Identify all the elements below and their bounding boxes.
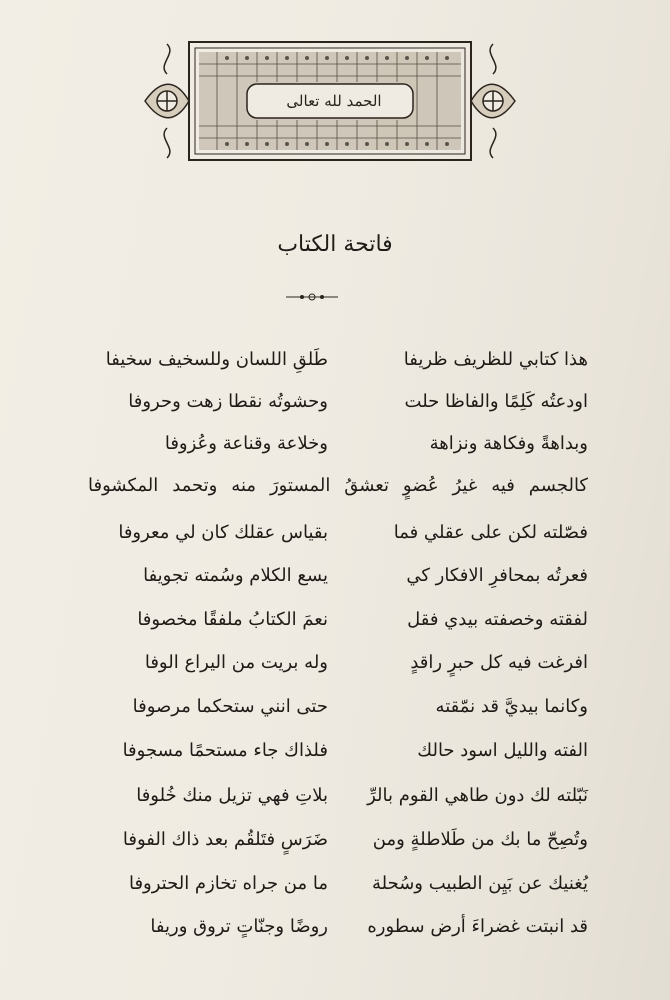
verse-line	[88, 823, 588, 857]
verse-first-hemistich: لفقته وخصفته بيدي فقل	[407, 609, 588, 630]
verse-second-hemistich: يسع الكلام وسُمته تجويفا	[143, 565, 328, 586]
verse-first-hemistich: كالجسم فيه غيرُ عُضوٍ تعشقُ المستورَ منه وتحمد المكشوفا	[88, 475, 588, 496]
headpiece-inscription: الحمد لله تعالى	[286, 92, 382, 110]
verse-line	[88, 559, 588, 593]
verse-line	[88, 867, 588, 901]
verse-line	[88, 603, 588, 637]
verse-line	[88, 516, 588, 550]
verse-line	[88, 690, 588, 724]
verse-line	[88, 343, 588, 377]
verse-first-hemistich: وبداهةً وفكاهة ونزاهة	[429, 433, 588, 454]
verse-first-hemistich: فصّلته لكن على عقلي فما	[393, 522, 588, 543]
verse-line	[88, 910, 588, 944]
verse-second-hemistich: نعمَ الكتابُ ملفقًا مخصوفا	[137, 609, 328, 630]
verse-second-hemistich: بلاتِ فهي تزيل منك خُلوفا	[136, 785, 328, 806]
verse-second-hemistich: طَلقِ اللسان وللسخيف سخيفا	[105, 349, 328, 370]
verse-first-hemistich: الفته والليل اسود حالك	[417, 740, 588, 761]
verse-second-hemistich: ضَرَسٍ فتَلقُم بعد ذاك الفوفا	[122, 829, 328, 850]
verse-first-hemistich: هذا كتابي للظريف ظريفا	[403, 349, 588, 370]
verse-second-hemistich: روضًا وجنّاتٍ تروق وريفا	[150, 916, 328, 937]
verse-first-hemistich: نَبّلته لك دون طاهي القوم بالرِّ	[367, 785, 588, 806]
verse-first-hemistich: افرغت فيه كل حبرٍ راقدٍ	[410, 652, 588, 673]
verse-second-hemistich: حتى انني ستحكما مرصوفا	[132, 696, 328, 717]
chapter-title: فاتحة الكتاب	[277, 232, 393, 257]
verse-line	[88, 734, 588, 768]
verse-line	[88, 385, 588, 419]
verse-line	[88, 469, 588, 503]
verse-first-hemistich: قد انبتت غضراءَ أرض سطوره	[367, 916, 588, 937]
verse-line	[88, 427, 588, 461]
verse-second-hemistich: وحشوتُه نقطا زهت وحروفا	[128, 391, 328, 412]
verse-first-hemistich: فعرتُه بمحافرِ الافكار كي	[406, 565, 588, 586]
verse-second-hemistich: وله بريت من اليراع الوفا	[144, 652, 328, 673]
verse-first-hemistich: اودعتُه كَلِمًا والفاظا حلت	[404, 391, 588, 412]
verse-first-hemistich: وكانما بيديَّ قد نمّقته	[435, 696, 588, 717]
verse-second-hemistich: وخلاعة وقناعة وعُزوفا	[164, 433, 328, 454]
verse-first-hemistich: يُغنيك عن بَيِن الطبيب وسُحلة	[372, 873, 588, 894]
verse-first-hemistich: وتُصِحّ ما بك من طَلاطلةٍ ومن	[372, 829, 588, 850]
verse-second-hemistich: بقياس عقلك كان لي معروفا	[118, 522, 328, 543]
verse-second-hemistich: فلذاك جاء مستحمًا مسجوفا	[122, 740, 328, 761]
verse-second-hemistich: ما من جراه تخازم الحتروفا	[128, 873, 328, 894]
verse-line	[88, 646, 588, 680]
verse-line	[88, 779, 588, 813]
